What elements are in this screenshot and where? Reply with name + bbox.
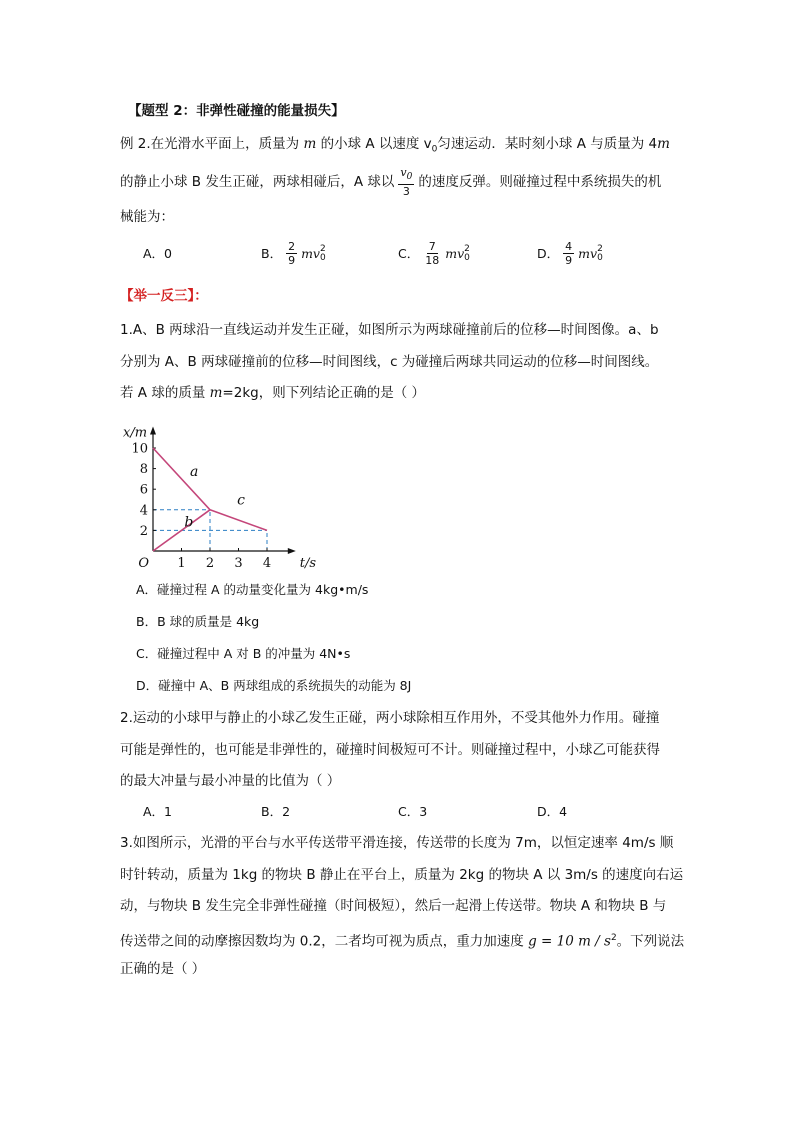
- q2-option-d[interactable]: D．4: [537, 804, 568, 819]
- series-label-c: c: [237, 492, 245, 509]
- y-tick-label-2: 2: [139, 523, 148, 539]
- series-label-a: a: [190, 463, 199, 480]
- q3-line3: 动，与物块 B 发生完全非弹性碰撞（时间极短），然后一起滑上传送带。物块 A 和物块 B 与: [120, 898, 667, 914]
- q1-line1: 1.A、B 两球沿一直线运动并发生正碰，如图所示为两球碰撞前后的位移—时间图像。a、b: [120, 322, 659, 338]
- q3-line4: 传送带之间的动摩擦因数均为 0.2，二者均可视为质点，重力加速度 g = 10 m / $s^2$。下列说法: [120, 933, 685, 950]
- series-line-c: [210, 510, 267, 531]
- q2-option-b[interactable]: B．2: [261, 804, 291, 819]
- q2-line1: 2.运动的小球甲与静止的小球乙发生正碰，两小球除相互作用外，不受其他外力作用。碰撞: [120, 710, 660, 726]
- q2-line3: 的最大冲量与最小冲量的比值为（ ）: [120, 773, 341, 789]
- y-tick-label-6: 6: [139, 482, 148, 498]
- example2-line3: 械能为：: [120, 209, 174, 225]
- series-line-a: [153, 448, 210, 510]
- origin-label: O: [138, 556, 149, 571]
- example2-option-a[interactable]: A．0: [143, 246, 173, 261]
- x-tick-label-4: 4: [262, 556, 272, 571]
- q2-option-a[interactable]: A．1: [143, 804, 173, 819]
- example2-options: [143, 240, 703, 268]
- y-tick-label-10: 10: [131, 441, 148, 457]
- q1-position-time-chart: [118, 410, 318, 575]
- q1-option-c[interactable]: C．碰撞过程中 A 对 B 的冲量为 4N•s: [136, 646, 351, 661]
- q1-option-b[interactable]: B．B 球的质量是 4kg: [136, 614, 260, 629]
- q1-option-d[interactable]: D．碰撞中 A、B 两球组成的系统损失的动能为 8J: [136, 678, 412, 693]
- y-axis-arrow: [150, 427, 156, 435]
- q1-line2: 分别为 A、B 两球碰撞前的位移—时间图线，c 为碰撞后两球共同运动的位移—时间图线。: [120, 354, 659, 370]
- q3-line5: 正确的是（ ）: [120, 961, 206, 977]
- practice-title: 【举一反三】：: [120, 288, 208, 304]
- chart-axes: [150, 427, 296, 554]
- y-tick-label-8: 8: [139, 462, 148, 478]
- x-tick-label-3: 3: [234, 556, 243, 571]
- y-tick-label-4: 4: [139, 503, 148, 519]
- x-axis-arrow: [288, 548, 296, 554]
- example2-option-d[interactable]: D． $\frac{4}{9}$ mv 2 0: [537, 240, 603, 267]
- y-axis-label: x/m: [123, 425, 148, 441]
- q2-options: [143, 802, 703, 830]
- q1-option-a[interactable]: A．碰撞过程 A 的动量变化量为 4kg•m/s: [136, 582, 369, 597]
- x-tick-label-2: 2: [205, 556, 215, 571]
- q3-line1: 3.如图所示，光滑的平台与水平传送带平滑连接，传送带的长度为 7m，以恒定速率 4m/s 顺: [120, 835, 674, 851]
- example2-line2: 的静止小球 B 发生正碰，两球相碰后，A 球以 $\frac{v_0}{3}$ 的速度反弹。则碰撞过程中系统损失的机: [120, 166, 662, 199]
- x-tick-label-1: 1: [177, 556, 186, 571]
- example2-line1: 例 2.在光滑水平面上，质量为 m 的小球 A 以速度 $v_0$匀速运动．某时刻小球 A 与质量为 4m: [120, 136, 670, 155]
- x-axis-label: t/s: [299, 556, 317, 571]
- fraction-v0-over-3: $\frac{v_0}{3}$: [400, 166, 413, 199]
- series-label-b: b: [184, 514, 194, 531]
- q2-line2: 可能是弹性的，也可能是非弹性的，碰撞时间极短可不计。则碰撞过程中，小球乙可能获得: [120, 742, 660, 758]
- q1-line3: 若 A 球的质量 m=2kg，则下列结论正确的是（ ）: [120, 385, 426, 401]
- chart-labels: [123, 426, 316, 571]
- q2-option-c[interactable]: C．3: [398, 804, 428, 819]
- section-title: 【题型 2：非弹性碰撞的能量损失】: [128, 103, 345, 119]
- example2-option-c[interactable]: C． $\frac{7}{18}$ mv 2 0: [398, 240, 470, 267]
- q3-line2: 时针转动，质量为 1kg 的物块 B 静止在平台上，质量为 2kg 的物块 A 以 3m/s 的速度向右运: [120, 867, 684, 883]
- chart-guides: [153, 510, 267, 551]
- example2-option-b[interactable]: B． $\frac{2}{9}$ mv 2 0: [261, 240, 326, 267]
